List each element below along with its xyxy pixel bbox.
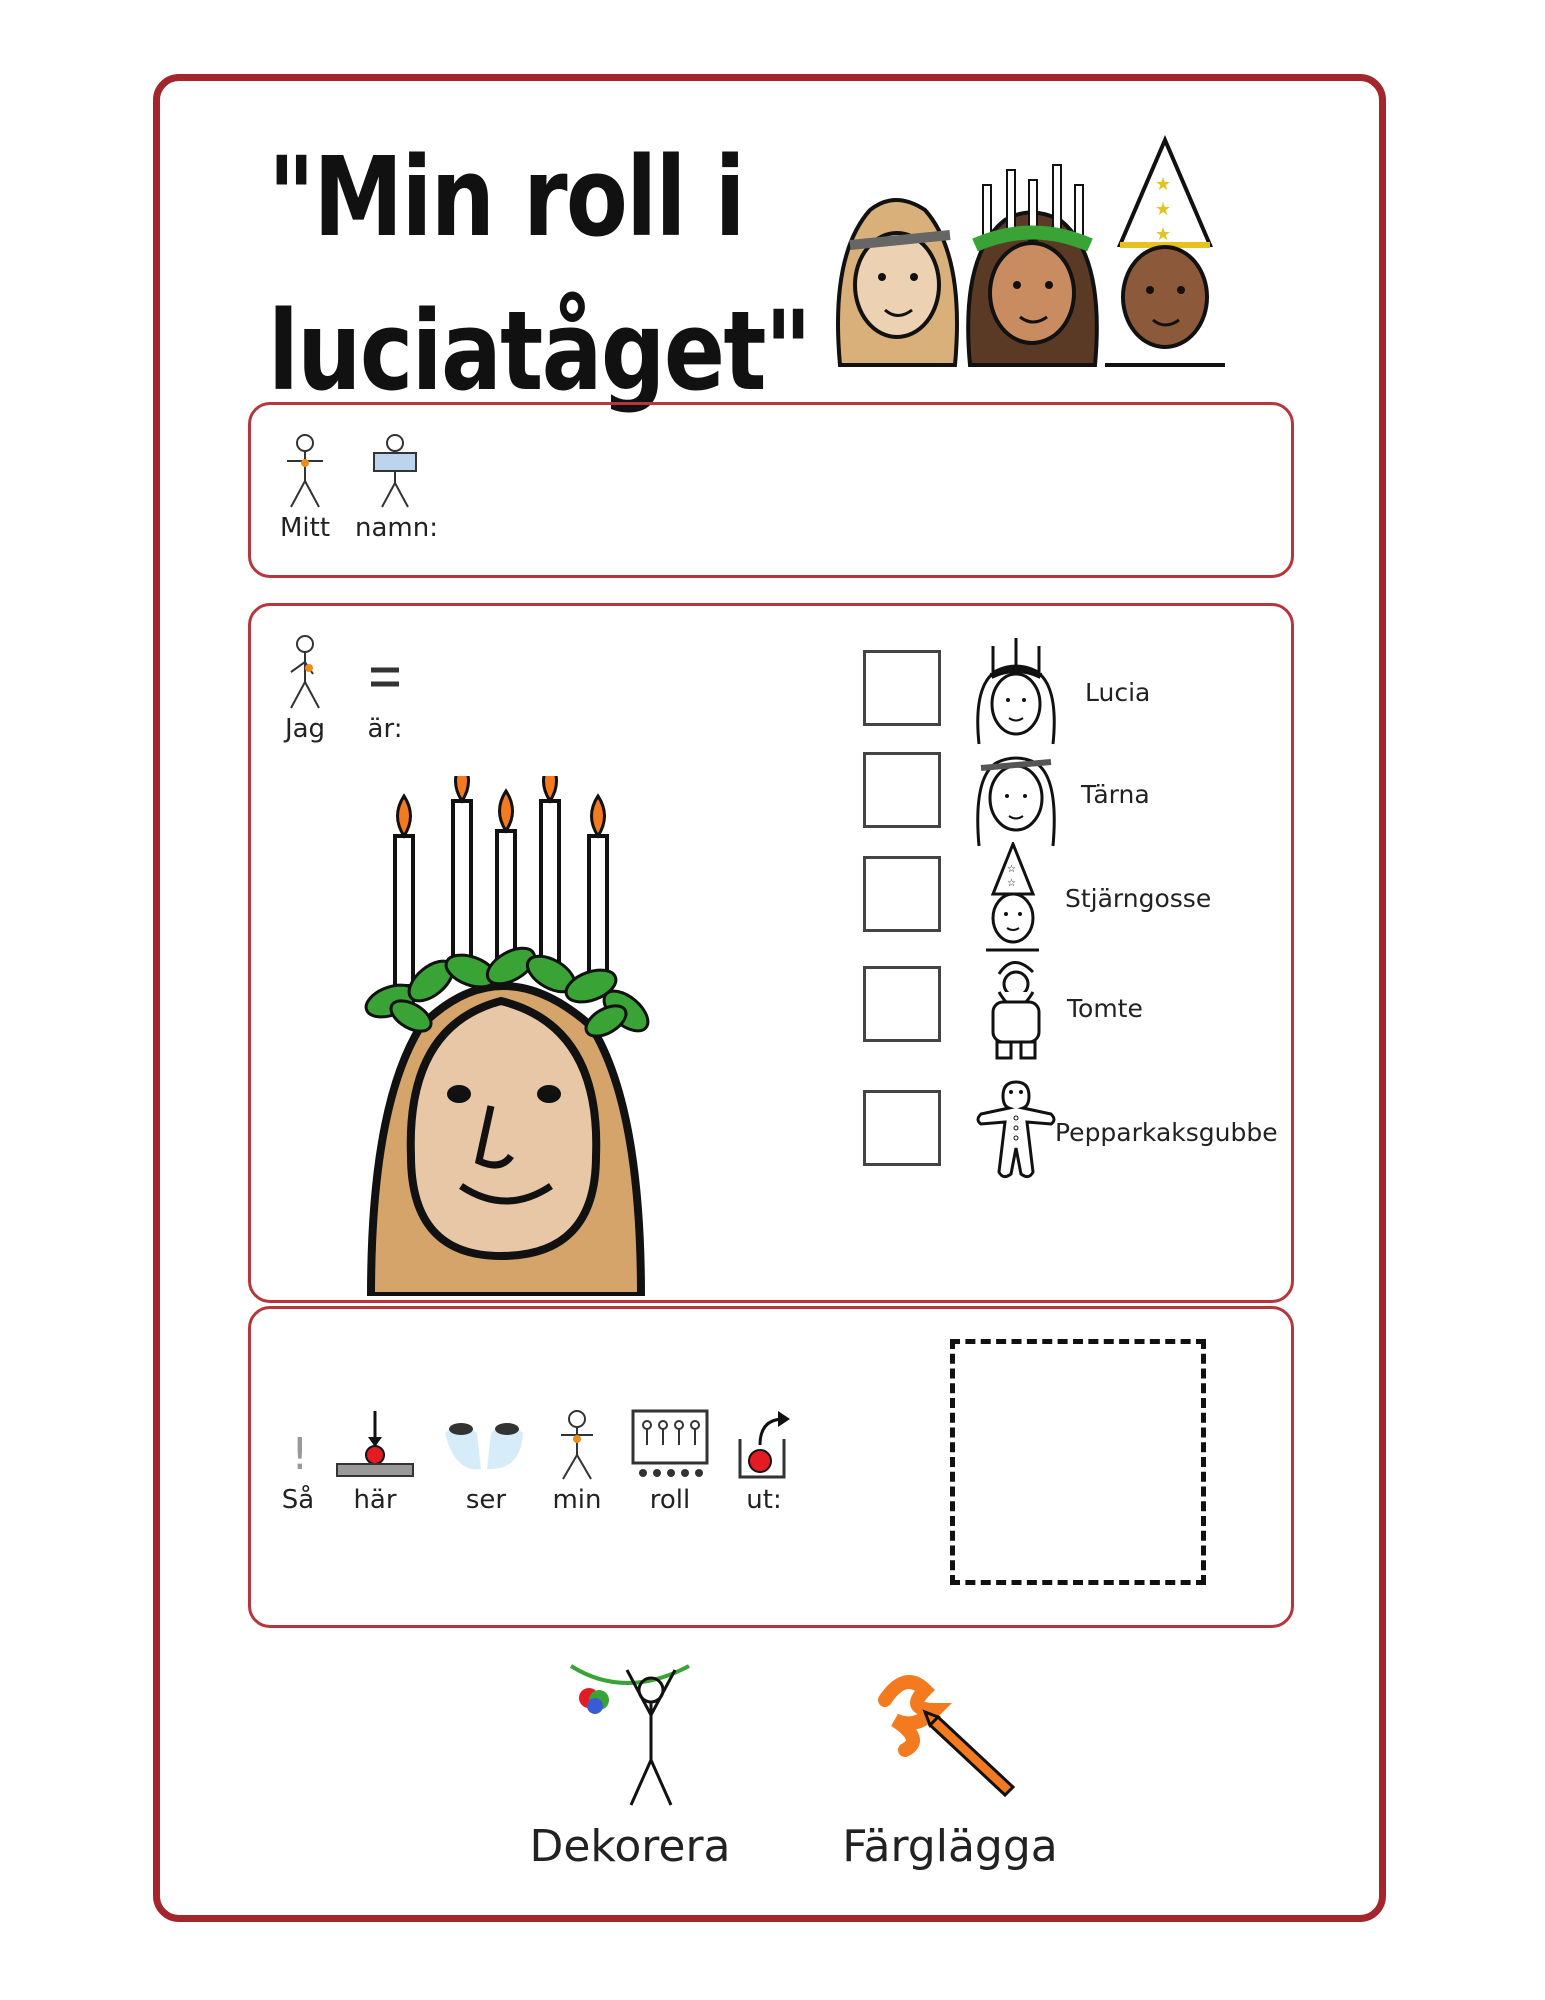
role-option-lucia[interactable] (863, 636, 1323, 746)
word-namn: namn: (355, 433, 435, 543)
lucia-face-icon (968, 165, 1097, 365)
person-mine-icon (555, 1409, 599, 1481)
svg-text:★: ★ (1155, 174, 1172, 194)
lucia-procession-faces-icon (830, 135, 1230, 375)
role-label-tarna: Tärna (1081, 780, 1150, 809)
word-ser: ser (441, 1409, 531, 1515)
svg-text:★: ★ (1155, 224, 1172, 244)
santa-icon (971, 952, 1061, 1062)
word-mitt: Mitt (275, 433, 335, 543)
checkbox-tarna[interactable] (863, 752, 941, 828)
title-line-1: "Min roll i (268, 133, 744, 261)
role-label-pepparkaksgubbe: Pepparkaksgubbe (1055, 1118, 1278, 1147)
name-box (248, 402, 1294, 578)
decorate-icon (565, 1660, 695, 1810)
page-title (268, 120, 811, 428)
color-action (830, 1660, 1070, 1872)
role-option-tomte[interactable] (863, 952, 1323, 1062)
drawing-area[interactable] (950, 1339, 1206, 1585)
person-me-icon (283, 634, 327, 710)
word-min: min (547, 1409, 607, 1515)
name-tag-person-icon (370, 433, 420, 509)
word-har: här (335, 1409, 415, 1515)
decorate-label: Dekorera (529, 1821, 731, 1872)
star-boy-face-icon (1105, 140, 1225, 365)
tarna-icon (971, 738, 1061, 848)
checkbox-lucia[interactable] (863, 650, 941, 726)
role-option-list (863, 636, 1293, 1276)
role-box (248, 603, 1294, 1303)
word-ar: är: (355, 634, 415, 744)
checkbox-tomte[interactable] (863, 966, 941, 1042)
word-sa: ! Så (273, 1409, 323, 1515)
svg-text:★: ★ (1155, 199, 1172, 219)
tarna-face-icon (838, 200, 957, 365)
color-label: Färglägga (842, 1821, 1058, 1872)
title-line-2: luciatåget" (268, 287, 811, 415)
word-roll: roll (627, 1409, 713, 1515)
star-boy-icon (971, 842, 1061, 952)
lucia-girl-large-icon (351, 776, 661, 1296)
role-option-tarna[interactable] (863, 738, 1323, 848)
word-jag: Jag (275, 634, 335, 744)
svg-text:!: ! (291, 1429, 309, 1480)
eyes-see-icon (441, 1409, 531, 1481)
role-label-lucia: Lucia (1085, 678, 1151, 707)
word-ut: ut: (729, 1409, 799, 1515)
equals-icon (363, 634, 407, 710)
person-self-icon (283, 433, 327, 509)
exclamation-icon (283, 1409, 313, 1481)
role-option-stjarngosse[interactable] (863, 842, 1323, 952)
role-label-tomte: Tomte (1067, 994, 1143, 1023)
checkbox-stjarngosse[interactable] (863, 856, 941, 932)
checkbox-pepparkaksgubbe[interactable] (863, 1090, 941, 1166)
stage-role-icon (631, 1409, 709, 1481)
lucia-icon (971, 636, 1061, 746)
crayon-icon (875, 1660, 1025, 1810)
out-arrow-icon (734, 1409, 794, 1481)
svg-text:☆: ☆ (1007, 878, 1016, 889)
decorate-action (520, 1660, 740, 1872)
role-label-stjarngosse: Stjärngosse (1065, 884, 1212, 913)
gingerbread-man-icon (971, 1076, 1061, 1186)
here-arrow-icon (335, 1409, 415, 1481)
role-option-pepparkaksgubbe[interactable] (863, 1076, 1323, 1186)
svg-text:☆: ☆ (1007, 864, 1016, 875)
